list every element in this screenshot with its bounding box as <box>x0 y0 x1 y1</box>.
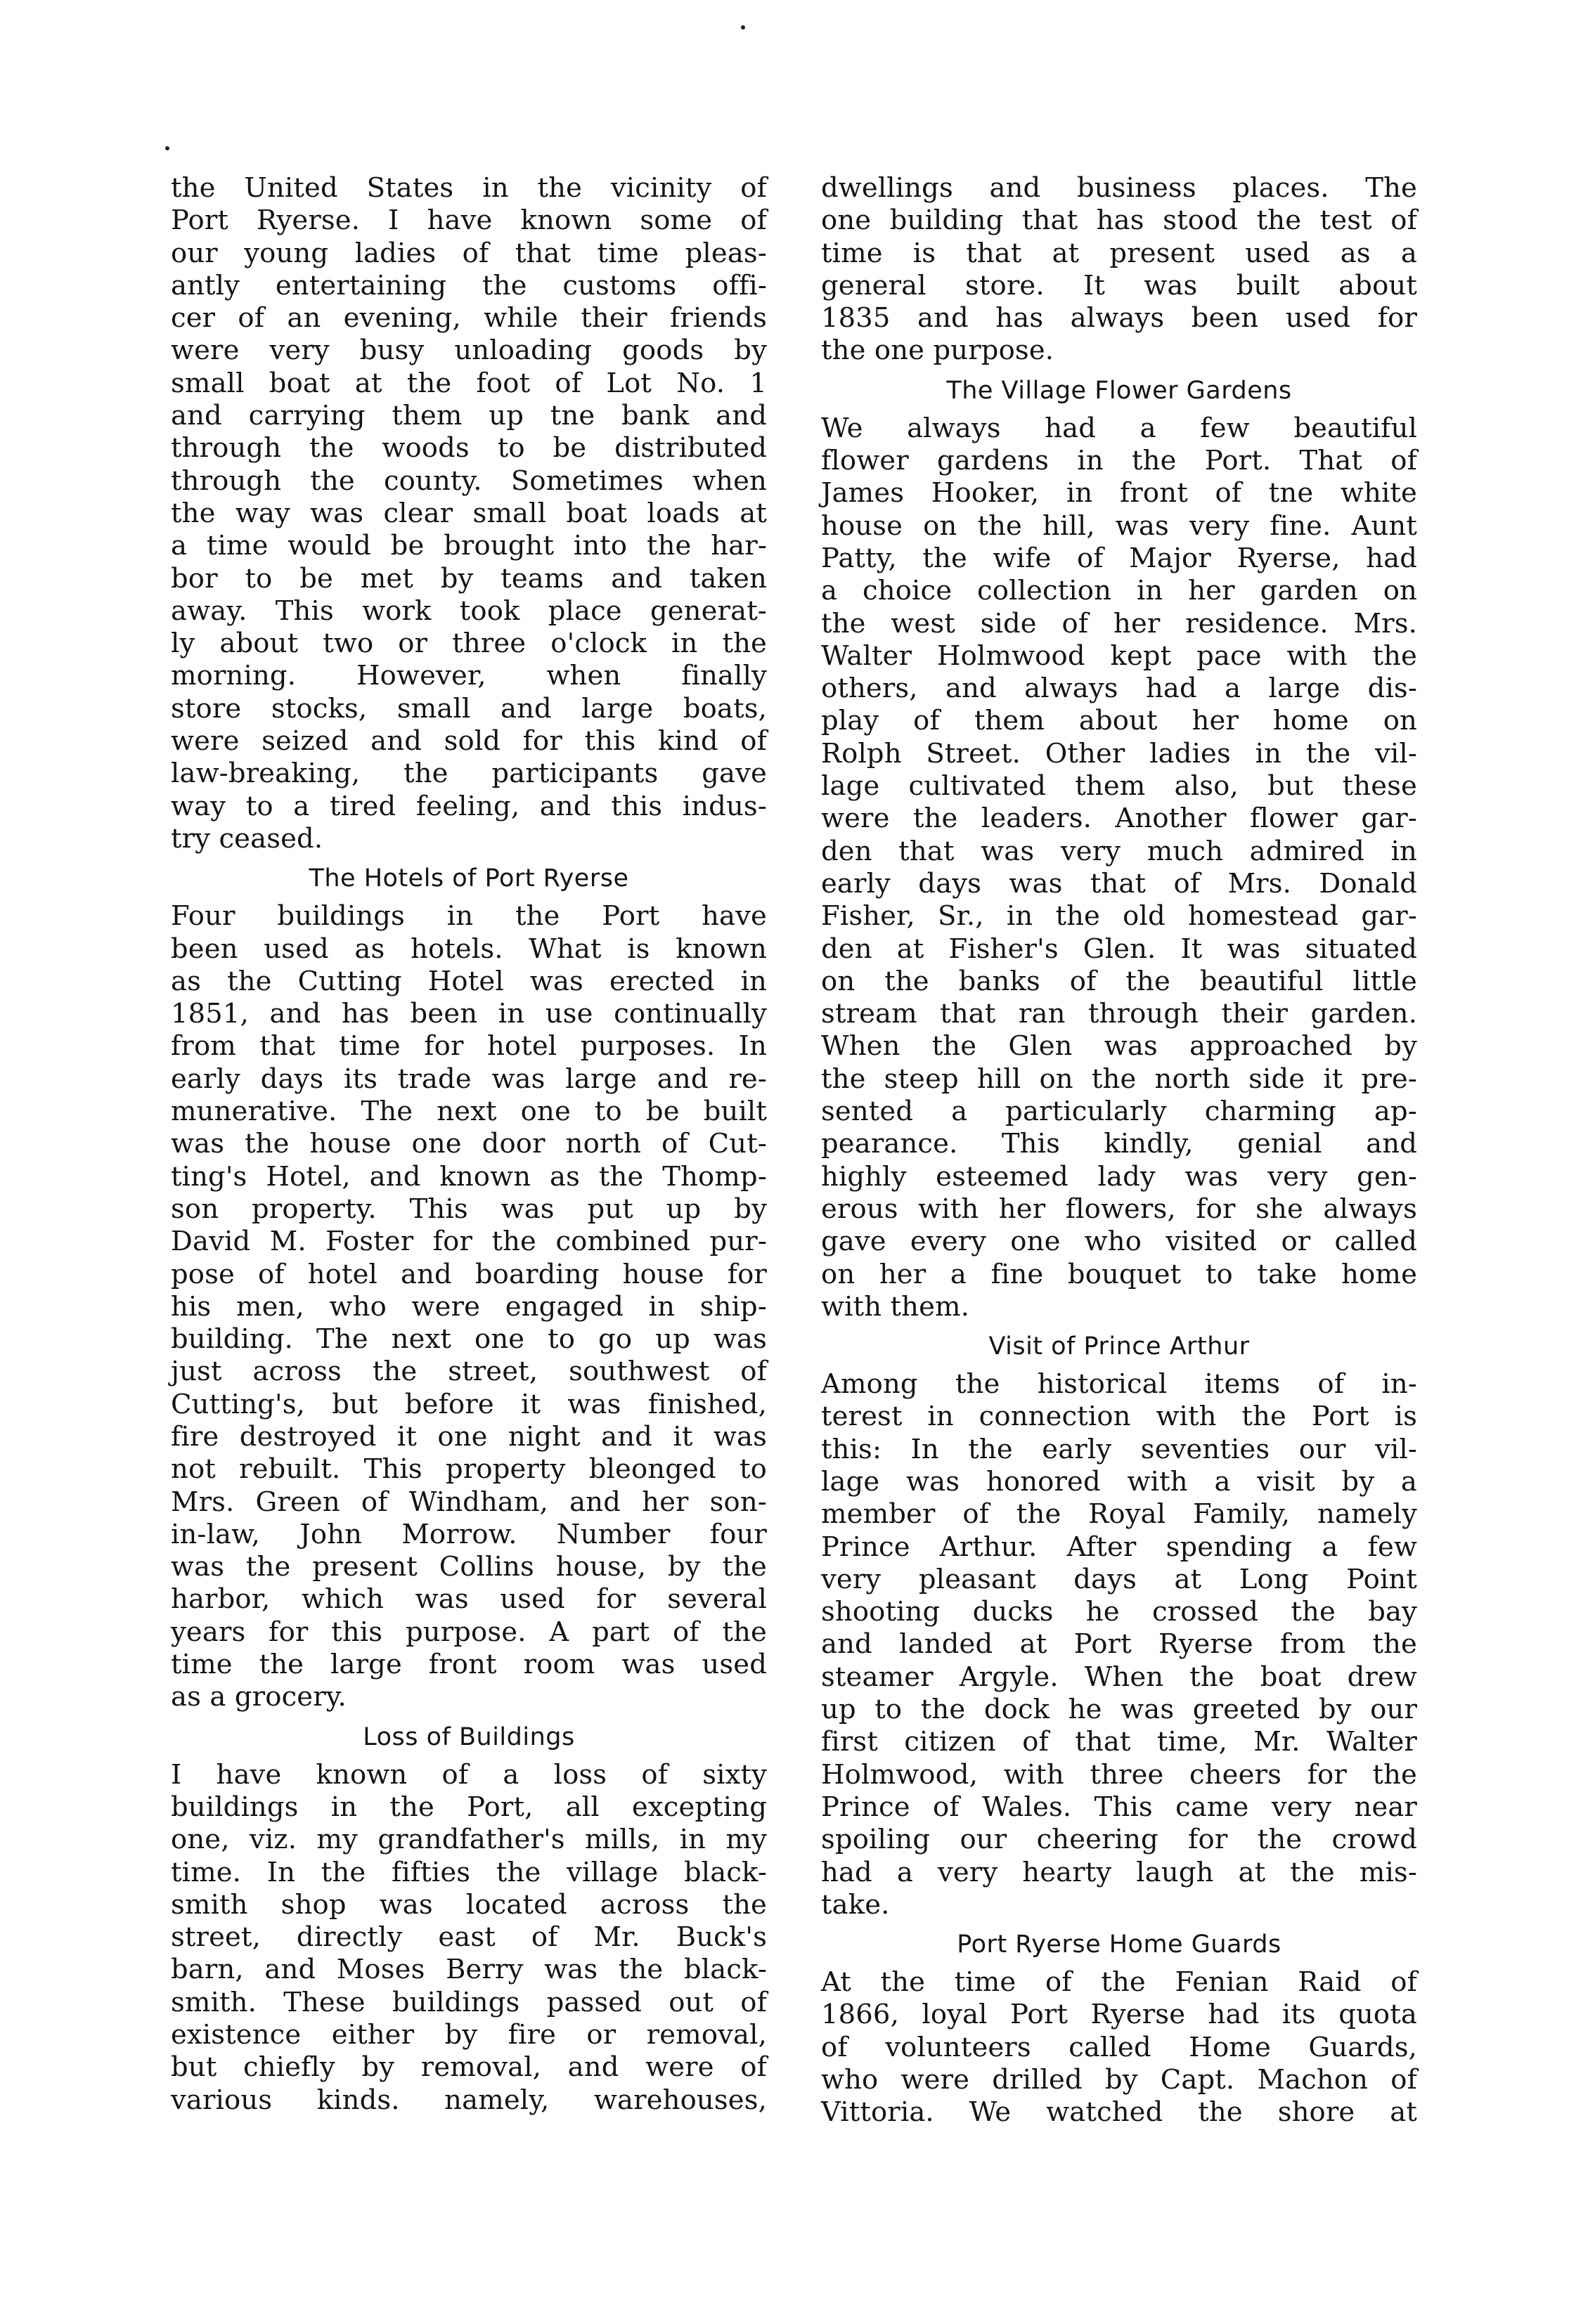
scan-speck-left <box>165 146 169 150</box>
text-line: 1866, loyal Port Ryerse had its quota <box>821 1999 1417 2031</box>
text-line: barn, and Moses Berry was the black- <box>171 1954 767 1986</box>
section-heading: The Village Flower Gardens <box>946 376 1292 405</box>
text-line: munerative. The next one to be built <box>171 1096 767 1128</box>
text-line: lage was honored with a visit by a <box>821 1465 1417 1498</box>
text-line: were the leaders. Another flower gar- <box>821 803 1417 835</box>
text-line: first citizen of that time, Mr. Walter <box>821 1726 1417 1758</box>
text-line: others, and always had a large dis- <box>821 673 1417 705</box>
left-column <box>171 172 767 2117</box>
text-line: years for this purpose. A part of the <box>171 1616 767 1648</box>
right-column <box>821 172 1417 2129</box>
text-line: Rolph Street. Other ladies in the vil- <box>821 737 1417 770</box>
text-line: very pleasant days at Long Point <box>821 1563 1417 1595</box>
text-line: Walter Holmwood kept pace with the <box>821 640 1417 672</box>
text-line: son property. This was put up by <box>171 1193 767 1225</box>
text-line: on her a fine bouquet to take home <box>821 1258 1417 1290</box>
text-line: the way was clear small boat loads at <box>171 497 767 529</box>
text-line: shooting ducks he crossed the bay <box>821 1596 1417 1628</box>
text-line: Mrs. Green of Windham, and her son- <box>171 1486 767 1518</box>
text-line: various kinds. namely, warehouses, <box>171 2084 767 2116</box>
text-line: Holmwood, with three cheers for the <box>821 1758 1417 1791</box>
text-line: the United States in the vicinity of <box>171 172 767 204</box>
text-line: early days was that of Mrs. Donald <box>821 867 1417 900</box>
text-line: just across the street, southwest of <box>171 1356 767 1388</box>
text-line: sented a particularly charming ap- <box>821 1096 1417 1128</box>
text-line: early days its trade was large and re- <box>171 1063 767 1095</box>
text-line: street, directly east of Mr. Buck's <box>171 1921 767 1954</box>
text-line: on the banks of the beautiful little <box>821 965 1417 997</box>
text-line: Among the historical items of in- <box>821 1368 1417 1401</box>
text-line: the steep hill on the north side it pre- <box>821 1063 1417 1095</box>
text-line: smith shop was located across the <box>171 1888 767 1921</box>
text-line: one, viz. my grandfather's mills, in my <box>171 1824 767 1856</box>
text-line: Vittoria. We watched the shore at <box>821 2096 1417 2129</box>
section-heading: Visit of Prince Arthur <box>988 1332 1250 1361</box>
text-line: take. <box>821 1888 890 1921</box>
text-line: den that was very much admired in <box>821 835 1417 867</box>
text-line: general store. It was built about <box>821 269 1417 301</box>
text-line: in-law, John Morrow. Number four <box>171 1518 767 1550</box>
text-line: way to a tired feeling, and this indus- <box>171 790 767 822</box>
text-line: been used as hotels. What is known <box>171 933 767 965</box>
text-line: had a very hearty laugh at the mis- <box>821 1856 1417 1888</box>
text-line: this: In the early seventies our vil- <box>821 1433 1417 1465</box>
text-line: fire destroyed it one night and it was <box>171 1420 767 1453</box>
text-line: Prince of Wales. This came very near <box>821 1791 1417 1823</box>
text-line: as a grocery. <box>171 1681 347 1713</box>
text-line: den at Fisher's Glen. It was situated <box>821 933 1417 965</box>
text-line: erous with her flowers, for she always <box>821 1193 1417 1225</box>
text-line: Patty, the wife of Major Ryerse, had <box>821 542 1417 574</box>
text-line: smith. These buildings passed out of <box>171 1986 767 2018</box>
text-line: cer of an evening, while their friends <box>171 302 767 335</box>
text-line: but chiefly by removal, and were of <box>171 2051 767 2084</box>
text-line: ly about two or three o'clock in the <box>171 628 767 660</box>
text-line: stream that ran through their garden. <box>821 998 1417 1030</box>
text-line: gave every one who visited or called <box>821 1226 1417 1258</box>
text-line: Prince Arthur. After spending a few <box>821 1531 1417 1563</box>
text-line: the west side of her residence. Mrs. <box>821 607 1417 640</box>
text-line: the one purpose. <box>821 335 1054 367</box>
text-line: James Hooker, in front of tne white <box>821 477 1417 509</box>
text-line: 1851, and has been in use continually <box>171 998 767 1030</box>
text-line: Fisher, Sr., in the old homestead gar- <box>821 900 1417 933</box>
text-line: store stocks, small and large boats, <box>171 692 767 725</box>
text-line: David M. Foster for the combined pur- <box>171 1226 767 1258</box>
text-line: flower gardens in the Port. That of <box>821 445 1417 477</box>
text-line: was the present Collins house, by the <box>171 1551 767 1583</box>
scan-speck-top <box>741 25 745 30</box>
text-line: house on the hill, was very fine. Aunt <box>821 509 1417 542</box>
text-line: member of the Royal Family, namely <box>821 1498 1417 1531</box>
text-line: buildings in the Port, all excepting <box>171 1791 767 1823</box>
text-line: his men, who were engaged in ship- <box>171 1290 767 1323</box>
text-line: pose of hotel and boarding house for <box>171 1258 767 1290</box>
text-line: from that time for hotel purposes. In <box>171 1030 767 1063</box>
text-line: up to the dock he was greeted by our <box>821 1694 1417 1726</box>
text-line: through the woods to be distributed <box>171 432 767 465</box>
text-line: and carrying them up tne bank and <box>171 400 767 432</box>
text-line: away. This work took place generat- <box>171 595 767 627</box>
text-line: harbor, which was used for several <box>171 1583 767 1616</box>
text-line: were very busy unloading goods by <box>171 335 767 367</box>
text-line: I have known of a loss of sixty <box>171 1758 767 1791</box>
text-line: building. The next one to go up was <box>171 1323 767 1356</box>
text-line: Port Ryerse. I have known some of <box>171 205 767 237</box>
text-line: bor to be met by teams and taken <box>171 562 767 595</box>
text-line: existence either by fire or removal, <box>171 2019 767 2051</box>
text-line: antly entertaining the customs offi- <box>171 269 767 301</box>
text-line: At the time of the Fenian Raid of <box>821 1966 1417 1999</box>
text-line: a time would be brought into the har- <box>171 530 767 562</box>
text-line: our young ladies of that time pleas- <box>171 237 767 269</box>
text-line: Four buildings in the Port have <box>171 900 767 933</box>
text-line: steamer Argyle. When the boat drew <box>821 1661 1417 1693</box>
text-line: dwellings and business places. The <box>821 172 1417 204</box>
text-line: ting's Hotel, and known as the Thomp- <box>171 1160 767 1193</box>
text-line: pearance. This kindly, genial and <box>821 1128 1417 1160</box>
text-line: not rebuilt. This property bleonged to <box>171 1453 767 1486</box>
text-line: time is that at present used as a <box>821 237 1417 269</box>
text-line: small boat at the foot of Lot No. 1 <box>171 367 767 399</box>
text-line: through the county. Sometimes when <box>171 465 767 497</box>
text-line: lage cultivated them also, but these <box>821 770 1417 803</box>
text-line: terest in connection with the Port is <box>821 1401 1417 1433</box>
text-line: highly esteemed lady was very gen- <box>821 1160 1417 1193</box>
text-line: as the Cutting Hotel was erected in <box>171 965 767 997</box>
text-line: try ceased. <box>171 822 323 855</box>
text-line: who were drilled by Capt. Machon of <box>821 2064 1417 2096</box>
text-line: a choice collection in her garden on <box>821 575 1417 607</box>
text-line: of volunteers called Home Guards, <box>821 2031 1417 2063</box>
text-line: play of them about her home on <box>821 705 1417 737</box>
text-line: law-breaking, the participants gave <box>171 758 767 790</box>
text-line: spoiling our cheering for the crowd <box>821 1824 1417 1856</box>
section-heading: Port Ryerse Home Guards <box>957 1930 1281 1959</box>
text-line: When the Glen was approached by <box>821 1030 1417 1063</box>
text-line: morning. However, when finally <box>171 660 767 692</box>
text-line: were seized and sold for this kind of <box>171 725 767 758</box>
text-line: and landed at Port Ryerse from the <box>821 1628 1417 1661</box>
text-line: one building that has stood the test of <box>821 205 1417 237</box>
text-line: 1835 and has always been used for <box>821 302 1417 335</box>
section-heading: Loss of Buildings <box>363 1722 575 1751</box>
section-heading: The Hotels of Port Ryerse <box>309 864 629 893</box>
text-line: with them. <box>821 1290 970 1323</box>
text-line: We always had a few beautiful <box>821 412 1417 444</box>
text-line: time the large front room was used <box>171 1649 767 1681</box>
text-line: Cutting's, but before it was finished, <box>171 1388 767 1420</box>
text-line: time. In the fifties the village black- <box>171 1856 767 1888</box>
text-line: was the house one door north of Cut- <box>171 1128 767 1160</box>
